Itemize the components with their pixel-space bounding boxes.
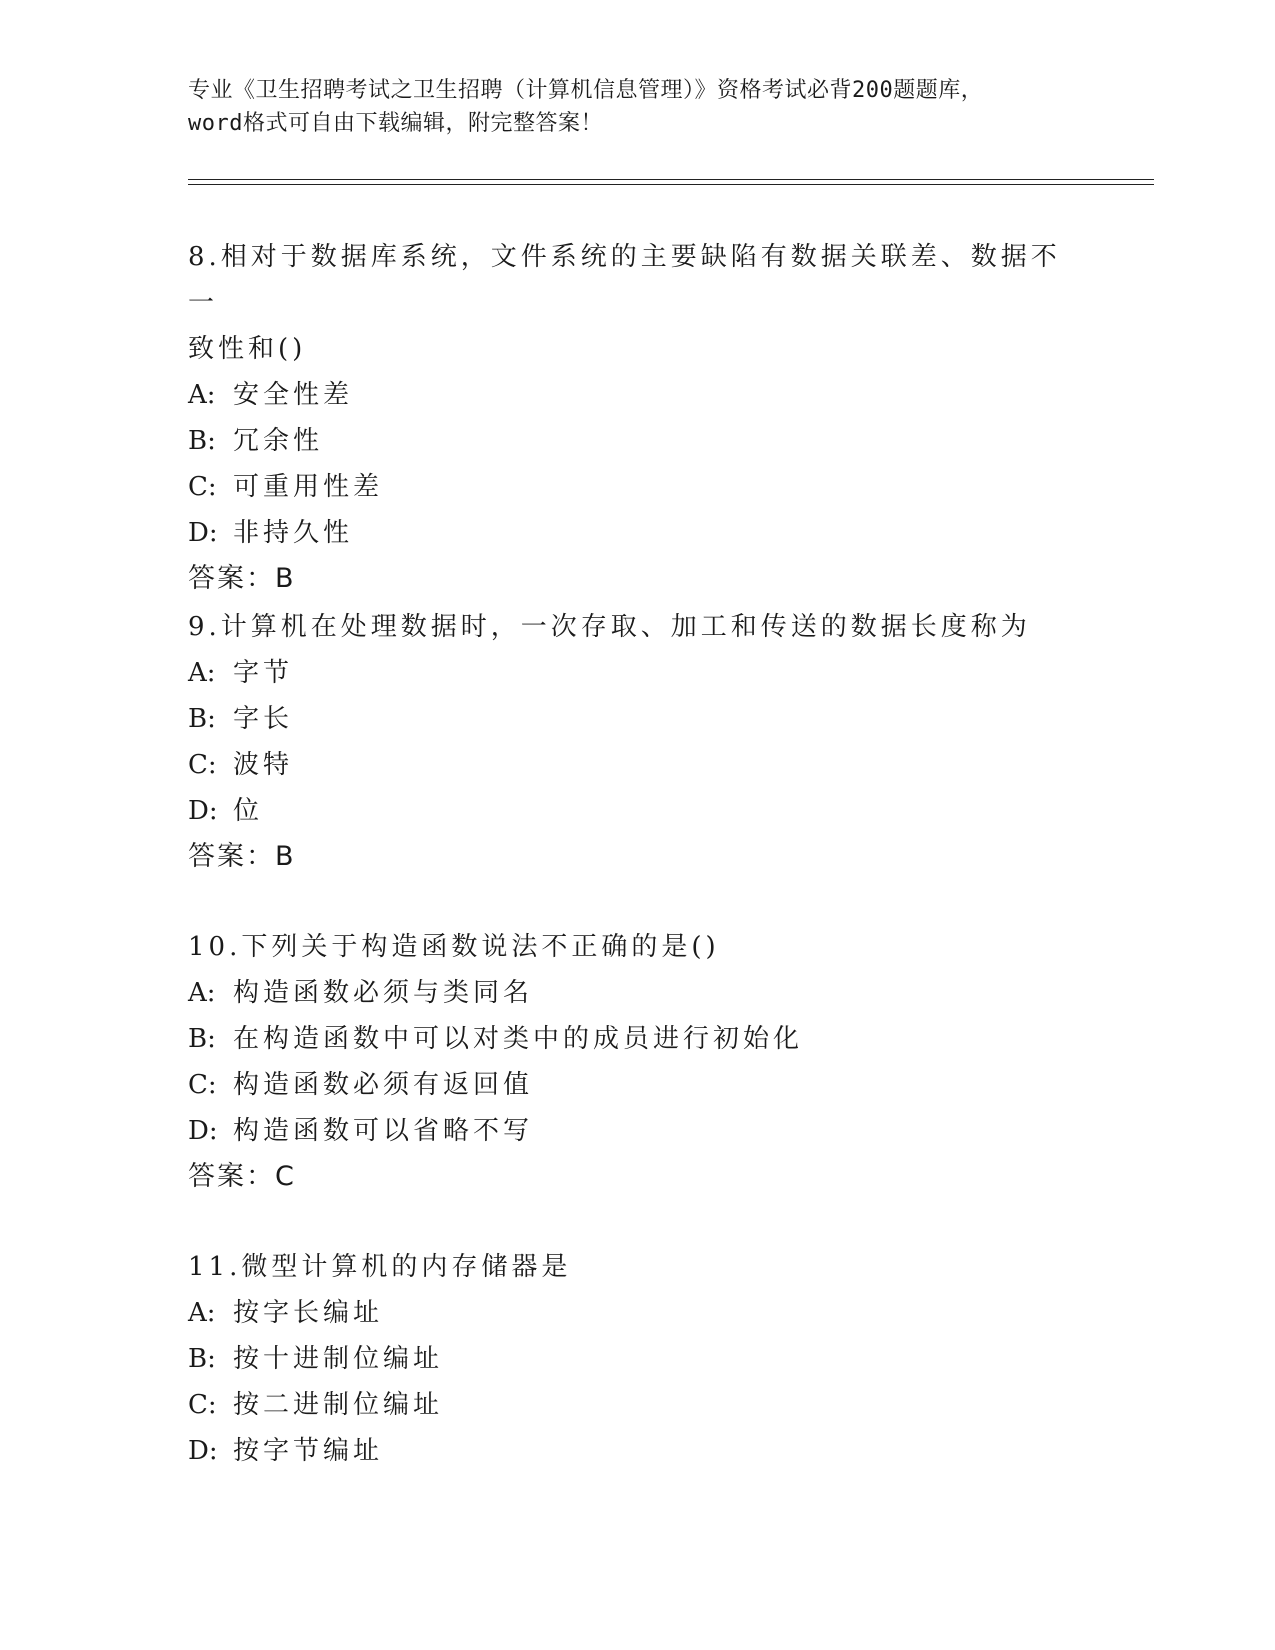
option-key: A: [188,658,216,688]
header-divider-top [188,179,1154,180]
option-text: 可重用性差 [233,472,384,502]
option-b [188,1336,1088,1382]
option-b [188,1016,1088,1062]
option-a [188,372,1088,418]
answer-label: 答案： [188,841,275,872]
answer-label: 答案： [188,1161,275,1192]
option-text: 按字长编址 [233,1298,384,1328]
answer-value: C [275,1161,295,1192]
option-text: 字长 [233,704,294,734]
question-stem: 8.相对于数据库系统，文件系统的主要缺陷有数据关联差、数据不一 [188,242,1061,318]
header-line-2: word格式可自由下载编辑，附完整答案！ [188,111,603,136]
option-text: 波特 [233,750,294,780]
option-key: B: [188,426,216,456]
option-d [188,510,1088,556]
question-stem: 9.计算机在处理数据时，一次存取、加工和传送的数据长度称为 [188,612,1031,642]
option-key: B: [188,1344,216,1374]
document-header [188,74,1088,140]
question-10 [188,924,1088,1200]
header-divider-bottom [188,184,1154,185]
option-a [188,970,1088,1016]
option-key: C: [188,1390,217,1420]
option-key: C: [188,1070,217,1100]
option-text: 字节 [233,658,294,688]
question-stem: 10.下列关于构造函数说法不正确的是() [188,932,720,962]
question-11 [188,1244,1088,1474]
option-key: C: [188,472,217,502]
option-text: 非持久性 [233,518,354,548]
question-stem: 11.微型计算机的内存储器是 [188,1252,572,1282]
answer-line [188,834,1088,880]
question-stem-continued: 致性和() [188,334,307,364]
option-c [188,464,1088,510]
answer-line [188,556,1088,602]
option-text: 按字节编址 [233,1436,384,1466]
answer-value: B [275,563,295,594]
option-a [188,650,1088,696]
option-text: 冗余性 [233,426,324,456]
option-key: B: [188,1024,216,1054]
option-d [188,1108,1088,1154]
option-key: A: [188,380,216,410]
question-8 [188,234,1088,602]
option-c [188,742,1088,788]
option-text: 按二进制位编址 [233,1390,444,1420]
option-text: 按十进制位编址 [233,1344,444,1374]
question-9 [188,604,1088,880]
option-c [188,1062,1088,1108]
option-key: D: [188,1116,218,1146]
option-c [188,1382,1088,1428]
option-text: 在构造函数中可以对类中的成员进行初始化 [233,1024,804,1054]
option-d [188,788,1088,834]
option-text: 构造函数必须有返回值 [233,1070,534,1100]
option-key: D: [188,518,218,548]
option-key: A: [188,1298,216,1328]
option-key: D: [188,796,218,826]
option-key: C: [188,750,217,780]
option-text: 安全性差 [233,380,354,410]
answer-label: 答案： [188,563,275,594]
option-text: 位 [233,796,264,826]
answer-line [188,1154,1088,1200]
option-a [188,1290,1088,1336]
header-line-1: 专业《卫生招聘考试之卫生招聘（计算机信息管理）》资格考试必背200题题库， [188,78,984,103]
option-d [188,1428,1088,1474]
option-b [188,418,1088,464]
option-key: A: [188,978,216,1008]
option-text: 构造函数必须与类同名 [233,978,534,1008]
option-text: 构造函数可以省略不写 [233,1116,534,1146]
option-b [188,696,1088,742]
option-key: D: [188,1436,218,1466]
answer-value: B [275,841,295,872]
option-key: B: [188,704,216,734]
